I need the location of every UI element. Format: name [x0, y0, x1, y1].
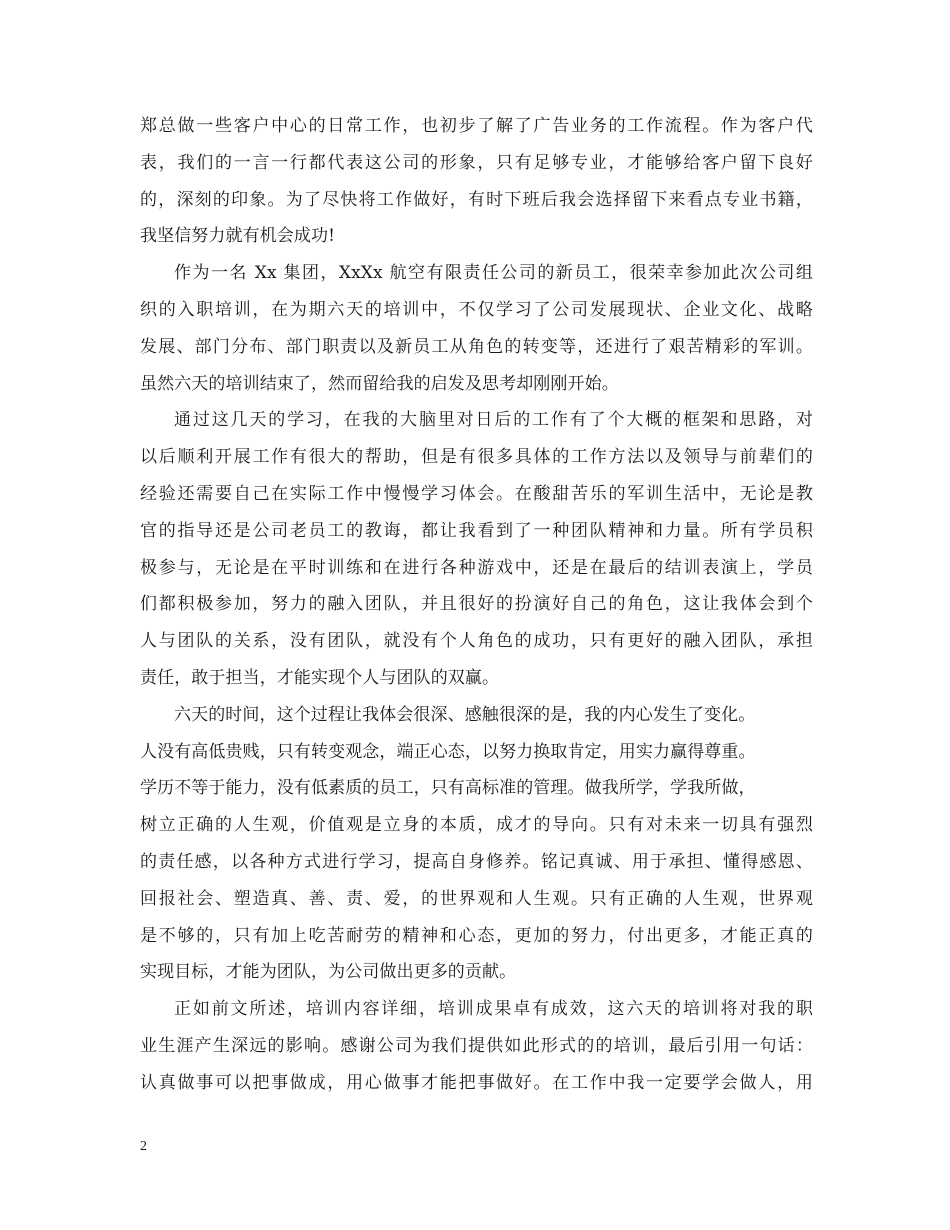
page-number: 2	[140, 1139, 147, 1154]
text-line: 我坚信努力就有机会成功!	[140, 226, 336, 247]
text-line: 六天的时间，这个过程让我体会很深、感触很深的是，我的内心发生了变化。	[174, 704, 756, 725]
text-line: 通过这几天的学习，在我的大脑里对日后的工作有了个大概的框架和思路，对	[174, 410, 813, 431]
text-line: 极参与，无论是在平时训练和在进行各种游戏中，还是在最后的结训表演上，学员	[140, 557, 813, 578]
text-line: 们都积极参加，努力的融入团队，并且很好的扮演好自己的角色，这让我体会到个	[140, 594, 813, 615]
text-line: 责任，敢于担当，才能实现个人与团队的双赢。	[140, 667, 500, 688]
text-line: 人没有高低贵贱，只有转变观念，端正心态，以努力换取肯定，用实力赢得尊重。	[140, 741, 756, 762]
text-line: 的，深刻的印象。为了尽快将工作做好，有时下班后我会选择留下来看点专业书籍，	[140, 189, 813, 210]
text-line: 树立正确的人生观，价值观是立身的本质，成才的导向。只有对未来一切具有强烈	[140, 815, 813, 836]
text-line: 作为一名 Xx 集团，XxXx 航空有限责任公司的新员工，很荣幸参加此次公司组	[174, 263, 813, 284]
text-line: 的责任感，以各种方式进行学习，提高自身修养。铭记真诚、用于承担、懂得感恩、	[140, 851, 813, 872]
text-line: 实现目标，才能为团队，为公司做出更多的贡献。	[140, 962, 517, 983]
text-line: 业生涯产生深远的影响。感谢公司为我们提供如此形式的的培训，最后引用一句话：	[140, 1035, 813, 1056]
text-line: 虽然六天的培训结束了，然而留给我的启发及思考却刚刚开始。	[140, 373, 619, 394]
text-line: 以后顺利开展工作有很大的帮助，但是有很多具体的工作方法以及领导与前辈们的	[140, 447, 813, 468]
text-line: 织的入职培训，在为期六天的培训中，不仅学习了公司发展现状、企业文化、战略	[140, 299, 813, 320]
body-text	[140, 108, 813, 1102]
text-line: 经验还需要自己在实际工作中慢慢学习体会。在酸甜苦乐的军训生活中，无论是教	[140, 483, 813, 504]
text-line: 表，我们的一言一行都代表这公司的形象，只有足够专业，才能够给客户留下良好	[140, 152, 813, 173]
text-line: 认真做事可以把事做成，用心做事才能把事做好。在工作中我一定要学会做人，用	[140, 1072, 813, 1093]
text-line: 人与团队的关系，没有团队，就没有个人角色的成功，只有更好的融入团队，承担	[140, 631, 813, 652]
text-line: 郑总做一些客户中心的日常工作，也初步了解了广告业务的工作流程。作为客户代	[140, 116, 813, 136]
text-line: 回报社会、塑造真、善、责、爱，的世界观和人生观。只有正确的人生观，世界观	[140, 888, 813, 909]
text-line: 学历不等于能力，没有低素质的员工，只有高标准的管理。做我所学，学我所做，	[140, 778, 756, 799]
text-line: 正如前文所述，培训内容详细，培训成果卓有成效，这六天的培训将对我的职	[174, 999, 813, 1020]
text-line: 是不够的，只有加上吃苦耐劳的精神和心态，更加的努力，付出更多，才能正真的	[140, 925, 813, 946]
text-line: 官的指导还是公司老员工的教诲，都让我看到了一种团队精神和力量。所有学员积	[140, 520, 813, 541]
text-line: 发展、部门分布、部门职责以及新员工从角色的转变等，还进行了艰苦精彩的军训。	[140, 336, 813, 357]
